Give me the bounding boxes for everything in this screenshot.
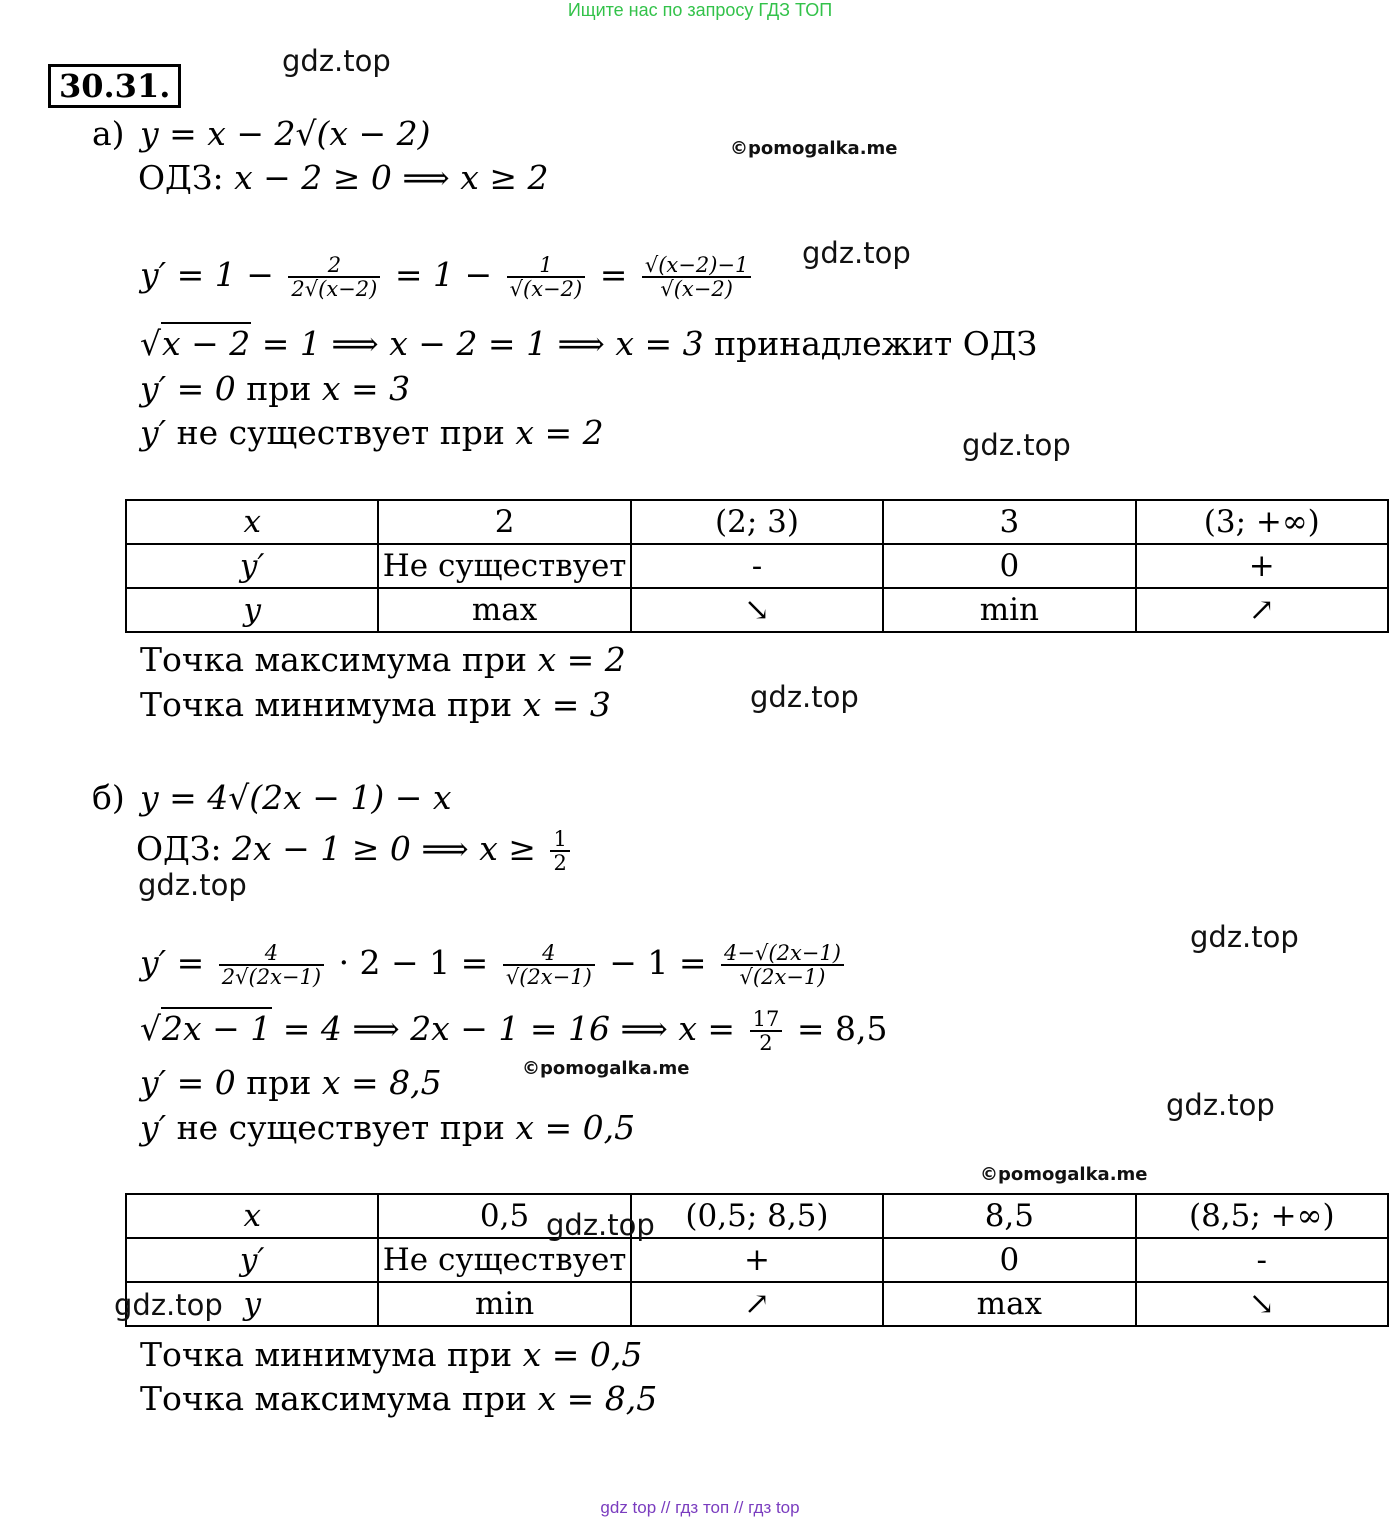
undef-text: не существует при — [176, 1108, 505, 1147]
fraction-denominator: √(2x−1) — [505, 965, 592, 989]
table-cell: y′ — [126, 544, 378, 588]
table-cell: - — [1136, 1238, 1388, 1282]
fraction-numerator: 4 — [219, 942, 324, 966]
part-b-sign-table — [125, 1193, 1389, 1327]
watermark-gdz: gdz.top — [546, 1208, 655, 1242]
table-row — [126, 1194, 1388, 1238]
part-a-label: а) — [92, 114, 125, 153]
table-cell: 0 — [883, 544, 1135, 588]
fraction — [750, 1008, 783, 1054]
table-cell: y′ — [126, 1238, 378, 1282]
conclusion-math: x = 0,5 — [522, 1335, 643, 1374]
table-row — [126, 544, 1388, 588]
undef-math: x = 0,5 — [515, 1108, 636, 1147]
table-cell: (0,5; 8,5) — [631, 1194, 883, 1238]
watermark-gdz: gdz.top — [750, 680, 859, 714]
conclusion-math: x = 3 — [522, 685, 611, 724]
table-cell: min — [883, 588, 1135, 632]
table-row — [126, 1282, 1388, 1326]
conclusion-text: Точка максимума при — [140, 640, 527, 679]
watermark-pomogalka: ©pomogalka.me — [730, 138, 898, 159]
fraction — [642, 254, 752, 300]
part-a-conclusion-1 — [140, 640, 626, 680]
conclusion-text: Точка максимума при — [140, 1379, 527, 1418]
watermark-gdz: gdz.top — [282, 44, 391, 78]
part-a-solve — [140, 324, 1037, 364]
fraction-numerator: 4 — [503, 942, 595, 966]
watermark-gdz: gdz.top — [802, 236, 911, 270]
part-b-label: б) — [92, 778, 125, 817]
domain-condition: 2x − 1 ≥ 0 ⟹ x ≥ — [232, 829, 536, 868]
fraction-denominator: 2√(2x−1) — [221, 965, 322, 989]
table-cell: 8,5 — [883, 1194, 1135, 1238]
table-cell: ↘ — [631, 588, 883, 632]
derivative-lhs: y′ = 1 − — [140, 255, 274, 294]
solve-chain: = 1 ⟹ x − 2 = 1 ⟹ x = 3 — [261, 324, 704, 363]
table-cell: ↗ — [631, 1282, 883, 1326]
table-cell: 3 — [883, 500, 1135, 544]
domain-prefix: ОДЗ: — [136, 829, 222, 868]
watermark-gdz: gdz.top — [138, 868, 247, 902]
table-cell: y — [126, 1282, 378, 1326]
top-banner: Ищите нас по запросу ГДЗ ТОП — [567, 0, 833, 20]
part-b-solve — [140, 1008, 887, 1054]
sqrt-expression: √ 2x − 1 — [140, 1007, 272, 1048]
part-a-undefined: y′ не существует при x = 2 — [140, 413, 604, 452]
zero-math: x = 3 — [321, 369, 411, 408]
watermark-gdz: gdz.top — [962, 428, 1071, 462]
solve-chain: = 4 ⟹ 2x − 1 = 16 ⟹ x = — [282, 1009, 736, 1048]
table-cell: (3; +∞) — [1136, 500, 1388, 544]
fraction-denominator: √(x−2) — [660, 277, 733, 301]
watermark-gdz: gdz.top — [114, 1288, 223, 1322]
table-cell: Не существует — [378, 544, 630, 588]
conclusion-text: Точка минимума при — [140, 685, 513, 724]
part-b-conclusion-2 — [140, 1379, 657, 1419]
table-row — [126, 1238, 1388, 1282]
part-a-conclusion-2 — [140, 685, 611, 725]
table-cell: x — [126, 500, 378, 544]
fraction — [507, 254, 586, 300]
derivative-mid: · 2 − 1 = — [338, 943, 489, 982]
part-a-function: y = x − 2√(x − 2) — [140, 114, 431, 153]
fraction-denominator: √(2x−1) — [739, 965, 826, 989]
part-b-undefined: y′ не существует при x = 0,5 — [140, 1108, 636, 1147]
table-cell: + — [631, 1238, 883, 1282]
zero-text: при — [246, 1063, 312, 1102]
fraction — [503, 942, 595, 988]
part-b-zero: y′ = 0 при x = 8,5 — [140, 1063, 442, 1102]
problem-number: 30.31. — [48, 64, 181, 108]
table-cell: (8,5; +∞) — [1136, 1194, 1388, 1238]
fraction-denominator: √(x−2) — [509, 277, 583, 301]
fraction — [288, 254, 380, 300]
table-cell: + — [1136, 544, 1388, 588]
watermark-gdz: gdz.top — [1166, 1088, 1275, 1122]
part-a-domain — [138, 158, 548, 198]
fraction — [219, 942, 324, 988]
table-cell: max — [883, 1282, 1135, 1326]
fraction-denominator: 2 — [553, 851, 567, 875]
fraction-numerator: 1 — [507, 254, 586, 278]
fraction — [721, 942, 844, 988]
table-cell: 2 — [378, 500, 630, 544]
conclusion-math: x = 8,5 — [537, 1379, 658, 1418]
table-cell: ↗ — [1136, 588, 1388, 632]
part-a-zero: y′ = 0 при x = 3 — [140, 369, 411, 408]
fraction-numerator: 17 — [750, 1008, 783, 1032]
derivative-eq: = — [599, 255, 628, 294]
watermark-gdz: gdz.top — [1190, 920, 1299, 954]
fraction-numerator: 1 — [550, 828, 569, 852]
undef-text: не существует при — [176, 413, 505, 452]
watermark-pomogalka: ©pomogalka.me — [522, 1058, 690, 1079]
part-a-sign-table — [125, 499, 1389, 633]
table-row — [126, 500, 1388, 544]
part-b-conclusion-1 — [140, 1335, 642, 1375]
zero-text: при — [246, 369, 312, 408]
table-cell: (2; 3) — [631, 500, 883, 544]
conclusion-math: x = 2 — [537, 640, 626, 679]
derivative-mid: = 1 − — [394, 255, 493, 294]
table-cell: y — [126, 588, 378, 632]
fraction-denominator: 2 — [759, 1031, 773, 1055]
table-row — [126, 588, 1388, 632]
table-cell: ↘ — [1136, 1282, 1388, 1326]
bottom-banner: gdz top // гдз топ // гдз top — [600, 1498, 800, 1517]
table-cell: 0 — [883, 1238, 1135, 1282]
table-cell: min — [378, 1282, 630, 1326]
undef-math: x = 2 — [515, 413, 604, 452]
derivative-lhs: y′ = — [140, 943, 205, 982]
derivative-eq: − 1 = — [609, 943, 707, 982]
watermark-pomogalka: ©pomogalka.me — [980, 1164, 1148, 1185]
solve-tail: = 8,5 — [796, 1009, 888, 1048]
domain-condition: x − 2 ≥ 0 ⟹ x ≥ 2 — [234, 158, 549, 197]
table-cell: - — [631, 544, 883, 588]
part-b-derivative — [140, 942, 848, 988]
fraction — [550, 828, 569, 874]
part-b-function: y = 4√(2x − 1) − x — [140, 778, 452, 817]
fraction-numerator: 4−√(2x−1) — [721, 942, 844, 966]
fraction-numerator: √(x−2)−1 — [642, 254, 752, 278]
table-cell: x — [126, 1194, 378, 1238]
table-cell: 0,5 — [378, 1194, 630, 1238]
zero-math: x = 8,5 — [321, 1063, 442, 1102]
domain-prefix: ОДЗ: — [138, 158, 224, 197]
sqrt-expression: √ x − 2 — [140, 322, 251, 363]
table-cell: max — [378, 588, 630, 632]
table-cell: Не существует — [378, 1238, 630, 1282]
fraction-denominator: 2√(x−2) — [291, 277, 378, 301]
conclusion-text: Точка минимума при — [140, 1335, 513, 1374]
fraction-numerator: 2 — [288, 254, 380, 278]
part-a-derivative — [140, 254, 755, 300]
solve-tail: принадлежит ОДЗ — [714, 324, 1038, 363]
